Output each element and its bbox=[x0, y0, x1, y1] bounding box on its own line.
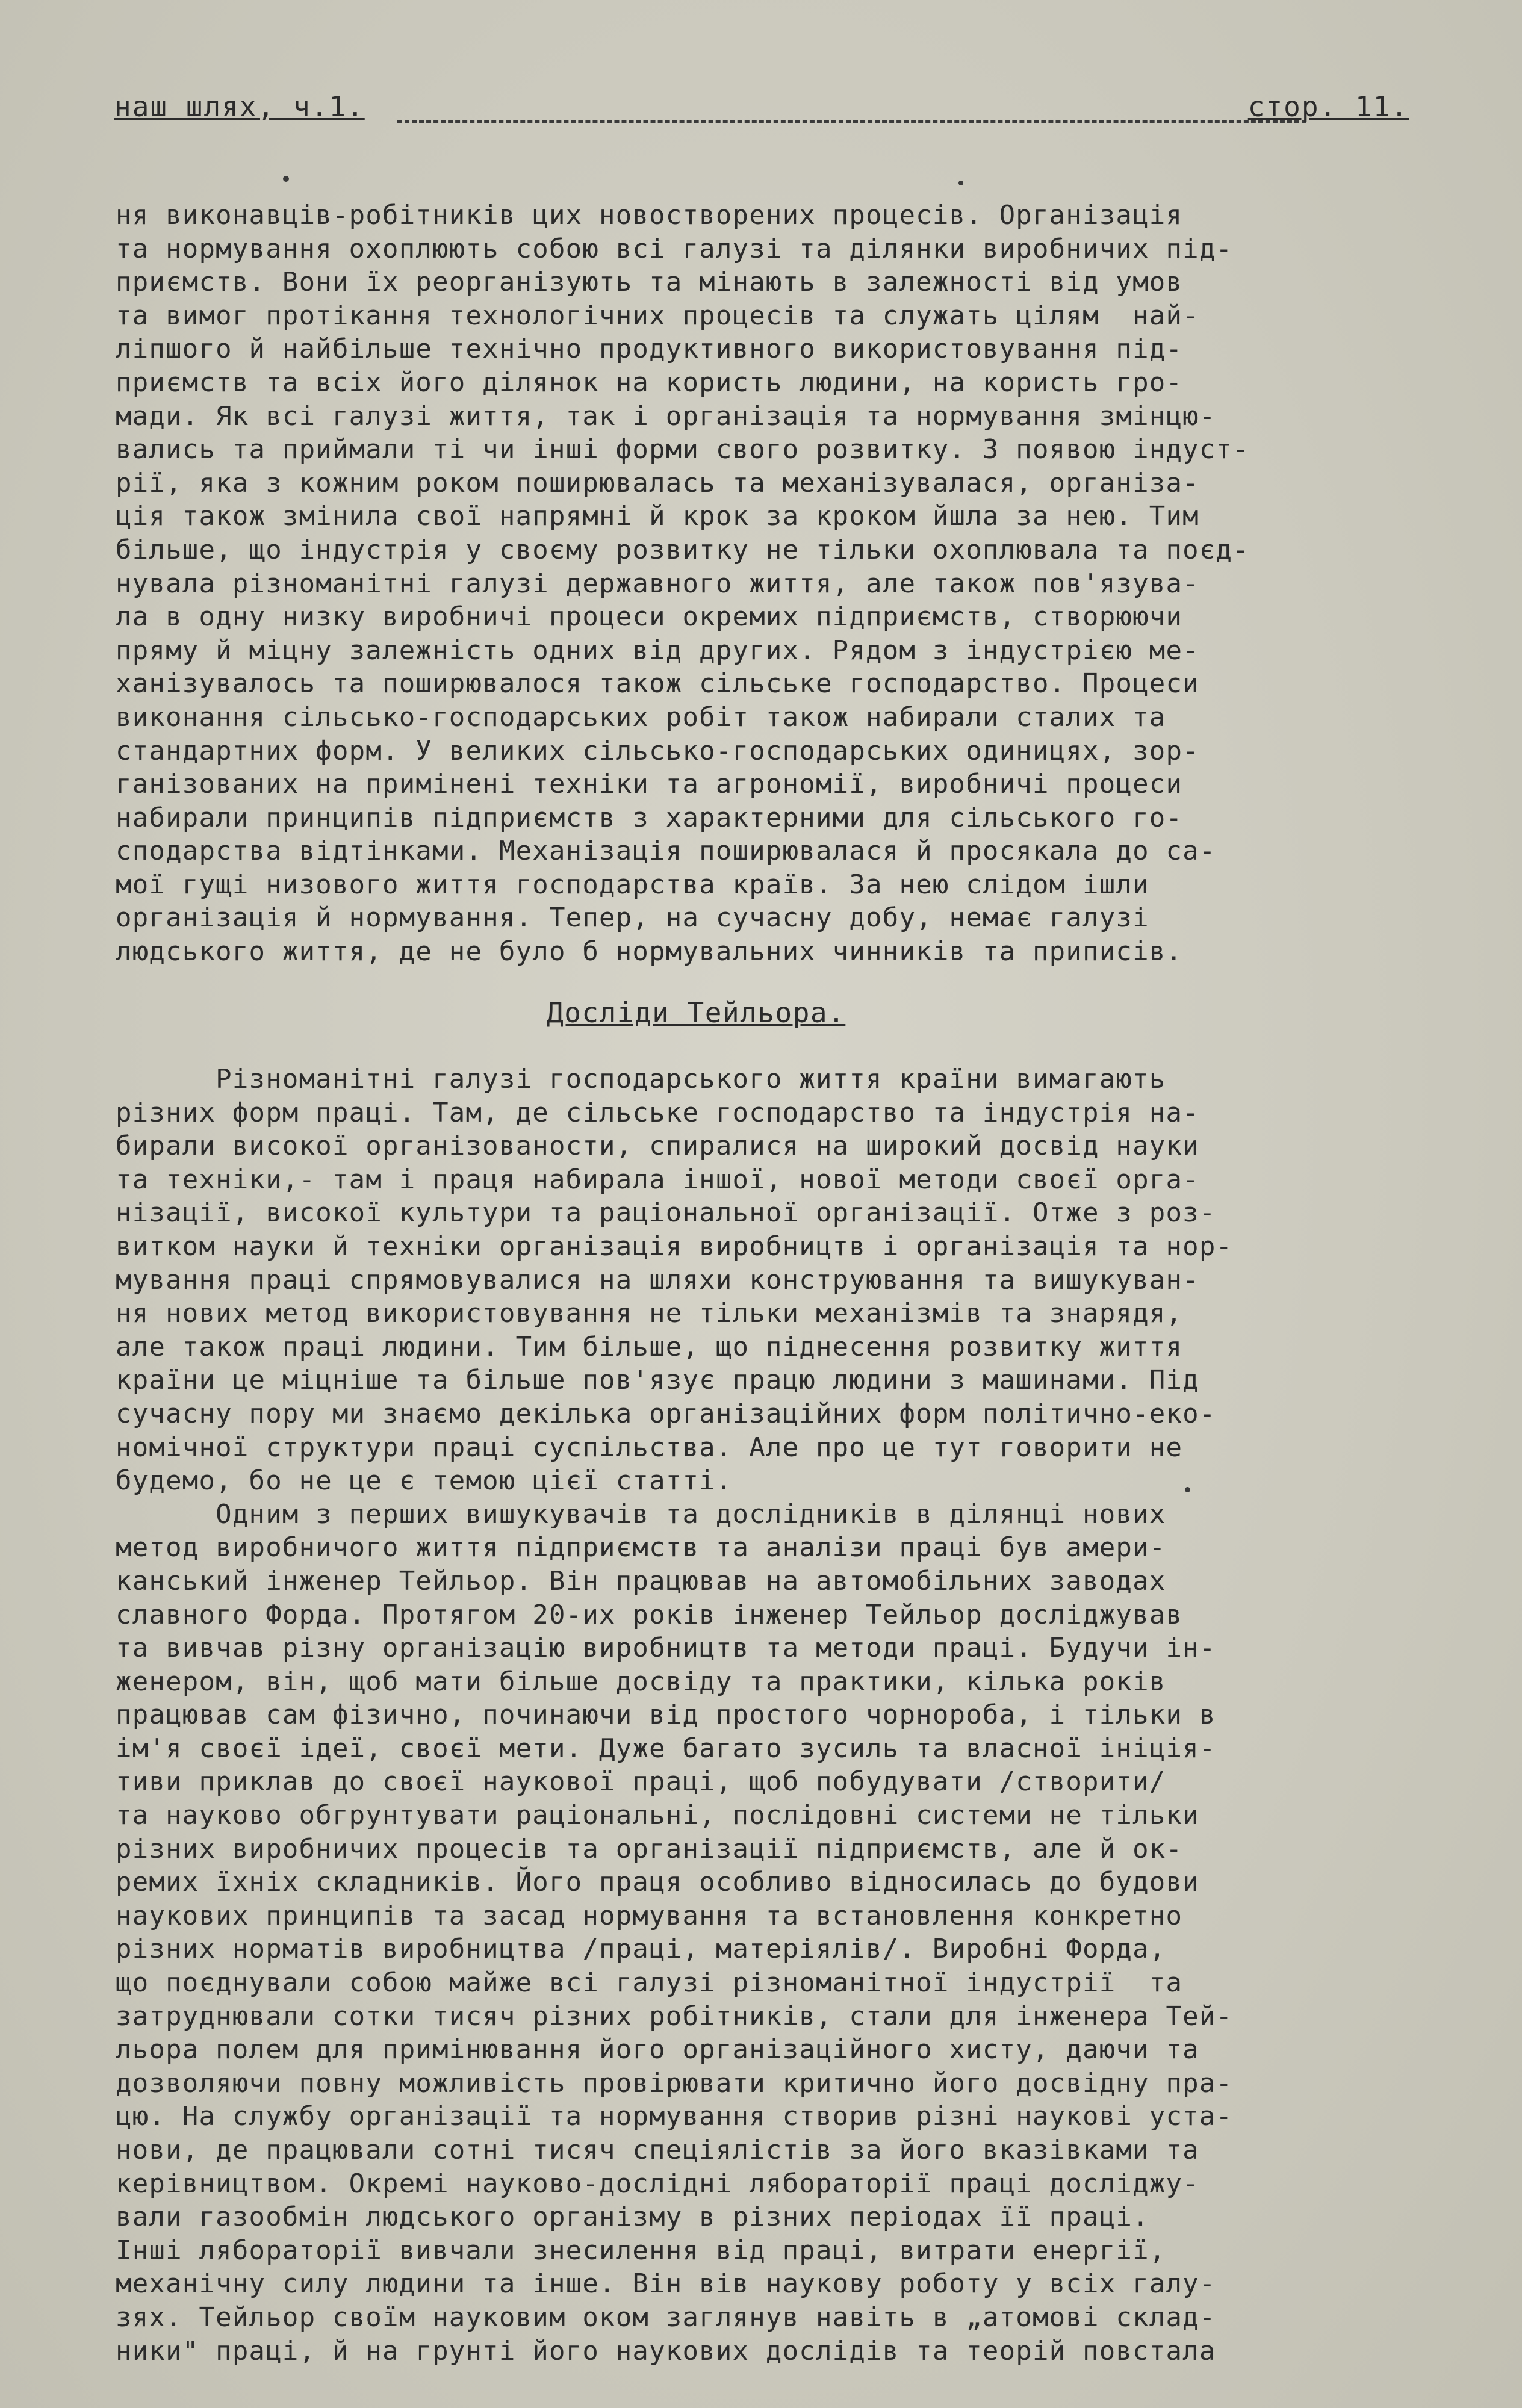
text-line: зях. Тейльор своїм науковим оком заглянув навіть в „атомові склад- bbox=[116, 2301, 1216, 2333]
text-line: стандартних форм. У великих сільсько-господарських одиницях, зор- bbox=[116, 735, 1199, 766]
section-heading: Досліди Тейльора. bbox=[547, 996, 846, 1029]
text-line: метод виробничого життя підприємств та аналізи праці був амери- bbox=[116, 1532, 1166, 1563]
text-line: та науково обгрунтувати раціональні, послідовні системи не тільки bbox=[116, 1800, 1199, 1831]
text-line: ня виконавців-робітників цих новостворених процесів. Організація bbox=[116, 200, 1183, 231]
text-line: та вимог протікання технологічних процесів та служать цілям най- bbox=[116, 300, 1199, 331]
text-line: рії, яка з кожним роком поширювалась та механізувалася, організа- bbox=[116, 467, 1199, 498]
text-line: женером, він, щоб мати більше досвіду та практики, кілька років bbox=[116, 1666, 1166, 1697]
header-title: наш шлях, ч.1. bbox=[114, 90, 365, 123]
text-line: номічної структури праці суспільства. Але про це тут говорити не bbox=[116, 1432, 1183, 1463]
page-header bbox=[114, 90, 1409, 132]
text-line: льора полем для примінювання його організаційного хисту, даючи та bbox=[116, 2034, 1199, 2065]
text-line: більше, що індустрія у своєму розвитку не тільки охоплювала та поєд- bbox=[116, 534, 1249, 565]
text-line: дозволяючи повну можливість провірювати критично його досвідну пра- bbox=[116, 2067, 1233, 2099]
text-line: керівництвом. Окремі науково-дослідні лябораторії праці досліджу- bbox=[116, 2168, 1199, 2199]
text-line: ремих їхніх складників. Його праця особливо відносилась до будови bbox=[116, 1867, 1199, 1898]
header-divider bbox=[397, 90, 1306, 123]
text-line: бирали високої організованости, спиралися на широкий досвід науки bbox=[116, 1131, 1199, 1162]
text-line: ліпшого й найбільше технічно продуктивного використовування під- bbox=[116, 334, 1183, 365]
text-line: вали газообмін людського організму в різних періодах її праці. bbox=[116, 2202, 1149, 2233]
text-line: затруднювали сотки тисяч різних робітників, стали для інженера Тей- bbox=[116, 2000, 1233, 2032]
text-line: канський інженер Тейльор. Він працював на автомобільних заводах bbox=[116, 1565, 1166, 1597]
text-line: Інші лябораторії вивчали знесилення від праці, витрати енергії, bbox=[116, 2235, 1166, 2266]
text-line: різних форм праці. Там, де сільське господарство та індустрія на- bbox=[116, 1097, 1199, 1128]
text-line: будемо, бо не це є темою цієї статті. bbox=[116, 1465, 733, 1497]
text-line: ганізованих на примінені техніки та агрономії, виробничі процеси bbox=[116, 769, 1183, 800]
text-line: виконання сільсько-господарських робіт також набирали сталих та bbox=[116, 701, 1166, 733]
text-line: витком науки й техніки організація виробництв і організація та нор- bbox=[116, 1230, 1233, 1262]
text-line: набирали принципів підприємств з характерними для сільського го- bbox=[116, 802, 1183, 833]
text-line: ція також змінила свої напрямні й крок за кроком йшла за нею. Тим bbox=[116, 501, 1199, 532]
text-line: механічну силу людини та інше. Він вів наукову роботу у всіх галу- bbox=[116, 2268, 1216, 2300]
text-line: різних виробничих процесів та організації підприємств, але й ок- bbox=[116, 1833, 1183, 1864]
text-line: цю. На службу організації та нормування створив різні наукові уста- bbox=[116, 2101, 1233, 2132]
text-line: пряму й міцну залежність одних від других. Рядом з індустрією ме- bbox=[116, 635, 1199, 666]
section-1-text bbox=[116, 199, 1452, 969]
text-line: та вивчав різну організацію виробництв та методи праці. Будучи ін- bbox=[116, 1633, 1216, 1664]
text-line: ня нових метод використовування не тільки механізмів та знарядя, bbox=[116, 1298, 1183, 1329]
page-number: стор. 11. bbox=[1247, 90, 1409, 123]
text-line: Різноманітні галузі господарського життя країни вимагають bbox=[116, 1064, 1166, 1094]
text-line: нувала різноманітні галузі державного життя, але також пов'язува- bbox=[116, 568, 1199, 599]
text-line: мування праці спрямовувалися на шляхи конструювання та вишукуван- bbox=[116, 1264, 1199, 1296]
text-line: але також праці людини. Тим більше, що піднесення розвитку життя bbox=[116, 1331, 1183, 1362]
text-line: Одним з перших вишукувачів та дослідників в ділянці нових bbox=[116, 1498, 1166, 1530]
text-line: ники" праці, й на грунті його наукових дослідів та теорій повстала bbox=[116, 2335, 1216, 2366]
text-line: та нормування охоплюють собою всі галузі та ділянки виробничих під- bbox=[116, 233, 1233, 264]
ink-speck bbox=[958, 181, 963, 185]
text-line: приємств. Вони їх реорганізують та мінають в залежності від умов bbox=[116, 267, 1183, 298]
ink-speck bbox=[283, 176, 289, 182]
text-line: нізації, високої культури та раціональної організації. Отже з роз- bbox=[116, 1197, 1216, 1229]
text-line: ім'я своєї ідеї, своєї мети. Дуже багато зусиль та власної ініція- bbox=[116, 1733, 1216, 1764]
text-line: та техніки,- там і праця набирала іншої, нової методи своєї орга- bbox=[116, 1164, 1199, 1195]
text-line: вались та приймали ті чи інші форми свого розвитку. З появою індуст- bbox=[116, 434, 1249, 465]
text-line: організація й нормування. Тепер, на сучасну добу, немає галузі bbox=[116, 902, 1149, 934]
text-line: приємств та всіх його ділянок на користь людини, на користь гро- bbox=[116, 367, 1183, 398]
text-line: мади. Як всі галузі життя, так і організація та нормування змінцю- bbox=[116, 400, 1216, 432]
text-line: ла в одну низку виробничі процеси окремих підприємств, створюючи bbox=[116, 601, 1183, 633]
ink-speck bbox=[1185, 1487, 1190, 1492]
text-line: мої гущі низового життя господарства країв. За нею слідом ішли bbox=[116, 869, 1149, 900]
text-line: тиви приклав до своєї наукової праці, щоб побудувати /створити/ bbox=[116, 1766, 1166, 1798]
text-line: ханізувалось та поширювалося також сільське господарство. Процеси bbox=[116, 668, 1199, 700]
section-2-text bbox=[116, 1063, 1452, 2368]
text-line: славного Форда. Протягом 20-их років інженер Тейльор досліджував bbox=[116, 1599, 1183, 1630]
text-line: працював сам фізично, починаючи від простого чорнороба, і тільки в bbox=[116, 1699, 1216, 1731]
text-line: наукових принципів та засад нормування та встановлення конкретно bbox=[116, 1900, 1183, 1931]
text-line: сучасну пору ми знаємо декілька організаційних форм політично-еко- bbox=[116, 1398, 1216, 1429]
text-line: що поєднували собою майже всі галузі різноманітної індустрії та bbox=[116, 1967, 1183, 1999]
text-line: нови, де працювали сотні тисяч спеціялістів за його вказівками та bbox=[116, 2135, 1199, 2165]
text-line: людського життя, де не було б нормувальних чинників та приписів. bbox=[116, 936, 1183, 967]
text-line: сподарства відтінками. Механізація поширювалася й просякала до са- bbox=[116, 836, 1216, 867]
text-line: різних норматів виробництва /праці, матеріялів/. Виробні Форда, bbox=[116, 1934, 1166, 1965]
text-line: країни це міцніше та більше пов'язує працю людини з машинами. Під bbox=[116, 1365, 1199, 1396]
